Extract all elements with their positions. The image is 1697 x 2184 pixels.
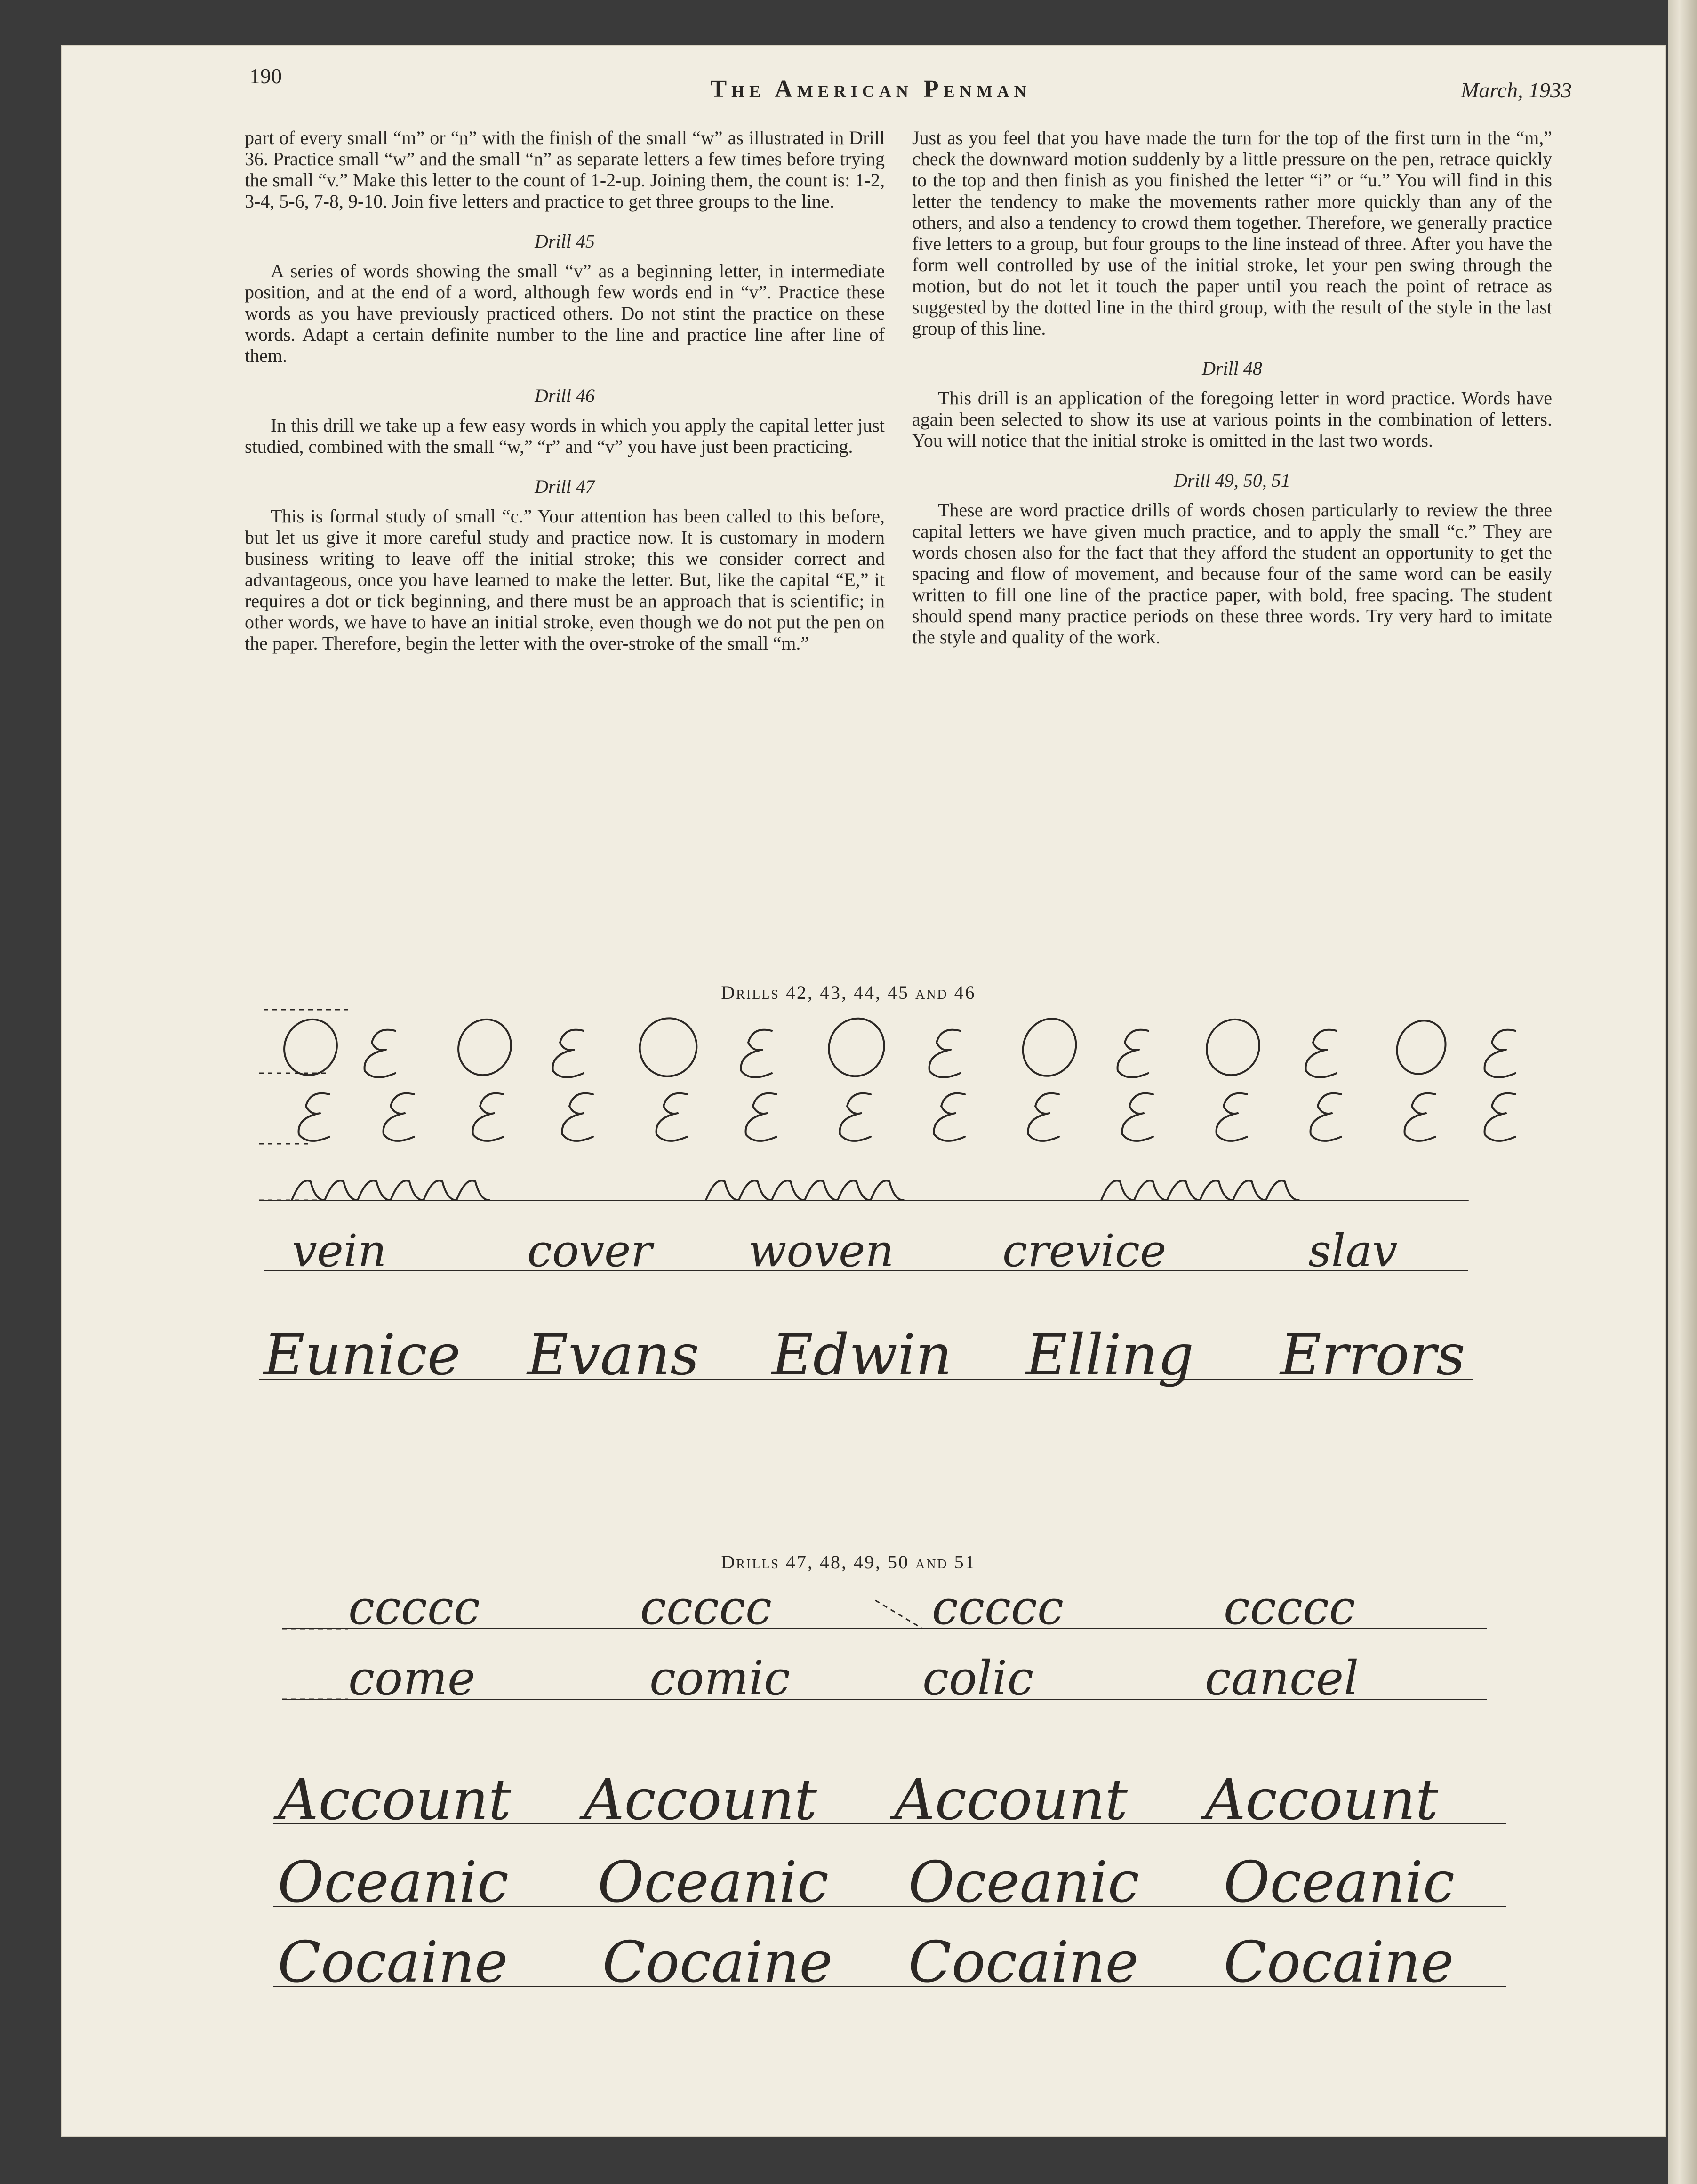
word-evans: Evans [527, 1323, 699, 1388]
drill46-text: In this drill we take up a few easy words in which you apply the capital letter just studied, combined with the small “w,” “r” and “v” you have just been practicing. [245, 415, 885, 457]
masthead: The American Penman [710, 76, 1031, 103]
drill47-text: This is formal study of small “c.” Your attention has been called to this before, but let us give it more careful study and practice now. It is customary in modern business writing to leave off the initial stroke; this we consider correct and advantageous, once you have learned to make the letter. But, like the capital “E,” it requires a dot or tick beginning, and there must be an approach that is scientific; in other words, we have to have an initial stroke, even though we do not put the pen on the paper. Therefore, begin the letter with the over-stroke of the small “m.” [245, 506, 885, 654]
word-cocaine-1: Cocaine [278, 1930, 508, 1995]
group-c-2: ccccc [640, 1580, 772, 1635]
word-colic: colic [922, 1651, 1034, 1706]
group-c-1: ccccc [348, 1580, 480, 1635]
row-v-words [264, 1225, 1468, 1277]
row-capital-e [299, 1093, 1515, 1141]
word-account-3: Account [894, 1767, 1128, 1833]
drill46-title: Drill 46 [535, 385, 595, 406]
right-intro: Just as you feel that you have made the turn for the top of the first turn in the “m,” check the downward motion suddenly by a little pressure on the pen, retrace quickly to the top and then finish as you finished the letter “i” or “u.” You will find in this letter the tendency to make the movements rather more quickly than any of the others, and also a tendency to crowd them together. Therefore, we generally practice five letters to a group, but four groups to the line instead of three. After you have the form well controlled by use of the initial stroke, let your pen swing through the motion, but do not let it touch the paper until you reach the point of retrace as suggested by the dotted line in the third group, with the result of the style in the last group of this line. [912, 127, 1552, 339]
word-cancel: cancel [1205, 1651, 1359, 1706]
word-cocaine-2: Cocaine [602, 1930, 833, 1995]
plate1-caption: Drills 42, 43, 44, 45 and 46 [721, 982, 976, 1003]
row-account [273, 1767, 1506, 1833]
word-edwin: Edwin [772, 1323, 952, 1388]
word-come: come [348, 1651, 476, 1706]
word-errors: Errors [1280, 1323, 1465, 1388]
word-elling: Elling [1026, 1323, 1194, 1388]
plate1-script-specimen [0, 1003, 1697, 1450]
row-capital-o-e [275, 1009, 1515, 1085]
left-intro: part of every small “m” or “n” with the finish of the small “w” as illustrated in Drill 36. Practice small “w” and the small “n” as separate letters a few times before trying the small “v.” Make this letter to the count of 1-2-up. Joining them, the count is: 1-2, 3-4, 5-6, 7-8, 9-10. Join five letters and practice to get three groups to the line. [245, 127, 885, 212]
group-c-4: ccccc [1224, 1580, 1356, 1635]
word-cocaine-3: Cocaine [908, 1930, 1139, 1995]
drill49-text: These are word practice drills of words chosen particularly to review the three capital letters we have given much practice, and to apply the small “c.” They are words chosen also for the fact that they afford the student an opportunity to get the spacing and flow of movement, and because four of the same word can be easily written to fill one line of the practice paper, with bold, free spacing. The student should spend many practice periods on these three words. Try very hard to imitate the style and quality of the work. [912, 499, 1552, 648]
word-account-2: Account [584, 1767, 817, 1833]
drill45-text: A series of words showing the small “v” as a beginning letter, in intermediate position, and at the end of a word, although few words end in “v”. Practice these words as you have previously practiced others. Do not stint the practice on these words. Adapt a certain definite number to the line and practice line after line of them. [245, 260, 885, 366]
row-c-words [282, 1651, 1487, 1706]
group-c-3: ccccc [932, 1580, 1064, 1635]
word-oceanic-2: Oceanic [598, 1850, 829, 1915]
row-small-v [264, 1180, 1468, 1200]
plate2-caption: Drills 47, 48, 49, 50 and 51 [721, 1551, 976, 1573]
word-vein: vein [292, 1225, 387, 1277]
word-crevice: crevice [1002, 1225, 1167, 1277]
word-account-1: Account [278, 1767, 512, 1833]
right-column [912, 127, 1552, 653]
word-account-4: Account [1205, 1767, 1439, 1833]
word-oceanic-1: Oceanic [278, 1850, 509, 1915]
drill49-title: Drill 49, 50, 51 [1174, 470, 1290, 491]
row-oceanic [273, 1850, 1506, 1915]
word-comic: comic [649, 1651, 791, 1706]
word-cover: cover [527, 1225, 652, 1277]
drill45-title: Drill 45 [535, 231, 595, 252]
word-woven: woven [748, 1225, 894, 1277]
issue-date: March, 1933 [1461, 78, 1572, 102]
word-eunice: Eunice [264, 1323, 461, 1388]
word-oceanic-3: Oceanic [908, 1850, 1140, 1915]
row-e-names [259, 1323, 1473, 1388]
word-cocaine-4: Cocaine [1224, 1930, 1454, 1995]
page-number: 190 [249, 64, 282, 88]
drill48-title: Drill 48 [1202, 358, 1262, 379]
plate2-script-specimen [0, 1577, 1697, 2048]
left-column [245, 127, 885, 659]
drill48-text: This drill is an application of the foregoing letter in word practice. Words have again been selected to show its use at various points in the combination of letters. You will notice that the initial stroke is omitted in the last two words. [912, 387, 1552, 451]
word-slav: slav [1308, 1225, 1398, 1277]
drill47-title: Drill 47 [535, 476, 595, 497]
row-cocaine [273, 1930, 1506, 1995]
word-oceanic-4: Oceanic [1224, 1850, 1455, 1915]
page-header [188, 64, 1572, 106]
row-small-c [282, 1580, 1487, 1635]
